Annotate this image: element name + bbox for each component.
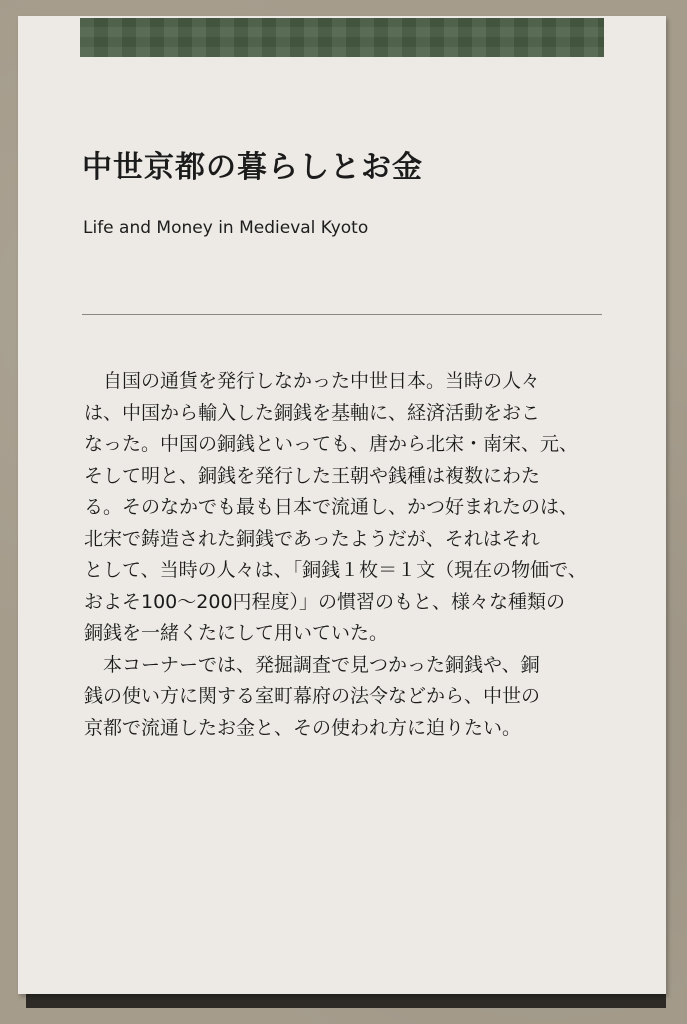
paragraph-1-line: およそ100〜200円程度）」の慣習のもと、様々な種類の [84, 590, 566, 613]
paragraph-1-line: 自国の通貨を発行しなかった中世日本。当時の人々 [103, 370, 541, 392]
paragraph-1-line: 銅銭を一緒くたにして用いていた。 [84, 622, 389, 644]
description-body [84, 366, 604, 744]
paragraph-2-line: 本コーナーでは、発掘調査で見つかった銅銭や、銅 [103, 653, 540, 676]
title-english: Life and Money in Medieval Kyoto [83, 218, 369, 238]
paragraph-2-line: 京都で流通したお金と、その使われ方に迫りたい。 [84, 716, 522, 739]
divider-line [82, 314, 602, 315]
paragraph-1-line: そして明と、銅銭を発行した王朝や銭種は複数にわた [84, 464, 541, 487]
header-color-band [80, 18, 604, 57]
paragraph-1-line: なった。中国の銅銭といっても、唐から北宋・南宋、元、 [84, 433, 579, 455]
paragraph-1-line: 北宋で鋳造された銅銭であったようだが、それはそれ [84, 527, 540, 550]
title-japanese: 中世京都の暮らしとお金 [82, 150, 423, 185]
exhibit-panel [18, 16, 666, 994]
paragraph-1-line: る。そのなかでも最も日本で流通し、かつ好まれたのは、 [84, 496, 579, 518]
paragraph-1-line: として、当時の人々は、「銅銭１枚＝１文（現在の物価で、 [84, 559, 587, 581]
paragraph-1-line: は、中国から輸入した銅銭を基軸に、経済活動をおこ [84, 401, 541, 424]
paragraph-2-line: 銭の使い方に関する室町幕府の法令などから、中世の [84, 685, 541, 707]
